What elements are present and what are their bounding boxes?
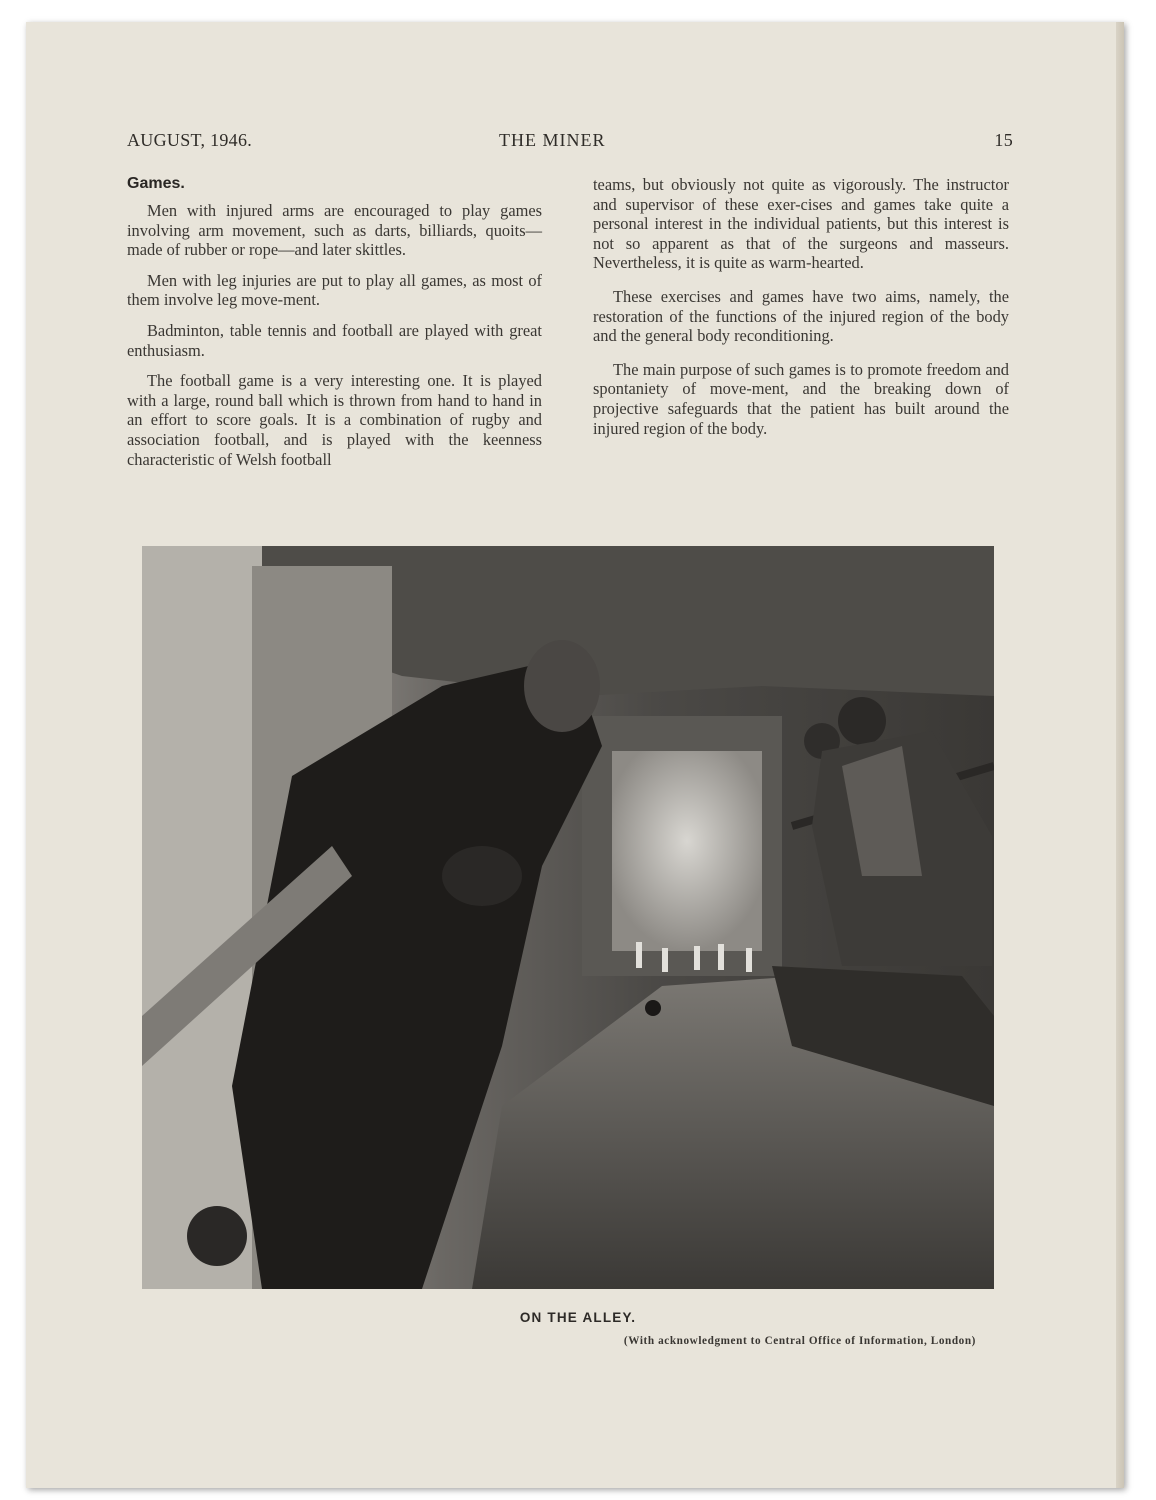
alley-photograph	[142, 546, 994, 1289]
right-column	[593, 175, 1009, 452]
photo-caption: ON THE ALLEY.	[519, 1310, 637, 1325]
page-edge	[1116, 22, 1124, 1488]
paragraph: The football game is a very interesting one. It is played with a large, round ball which is thrown from hand to hand in an effort to score goals. It is a combination of rugby and association football, and is played with the keenness characteristic of Welsh football	[127, 371, 542, 469]
paragraph: Men with leg injuries are put to play all games, as most of them involve leg move-ment.	[127, 270, 542, 310]
paragraph: Men with injured arms are encouraged to play games involving arm movement, such as darts, billiards, quoits—made of rubber or rope—and later skittles.	[127, 201, 542, 260]
left-column	[127, 174, 542, 469]
page-number: 15	[994, 130, 1013, 150]
photo-credit: (With acknowledgment to Central Office of Information, London)	[623, 1335, 976, 1347]
publication-title: THE MINER	[499, 130, 606, 150]
issue-date: AUGUST, 1946.	[127, 130, 253, 150]
paragraph: Badminton, table tennis and football are played with great enthusiasm.	[127, 320, 542, 360]
running-head	[127, 130, 1013, 154]
paragraph: The main purpose of such games is to promote freedom and spontaniety of move-ment, and the breaking down of projective safeguards that the patient has built around the injured region of the body.	[593, 359, 1009, 438]
paragraph-continued: teams, but obviously not quite as vigorously. The instructor and supervisor of these exer-cises and games take quite a personal interest in the individual patients, but this interest is not so apparent as that of the surgeons and masseurs. Nevertheless, it is quite as warm-hearted.	[593, 175, 1009, 273]
paragraph: These exercises and games have two aims, namely, the restoration of the functions of the injured region of the body and the general body reconditioning.	[593, 286, 1009, 346]
section-heading: Games.	[127, 175, 185, 192]
